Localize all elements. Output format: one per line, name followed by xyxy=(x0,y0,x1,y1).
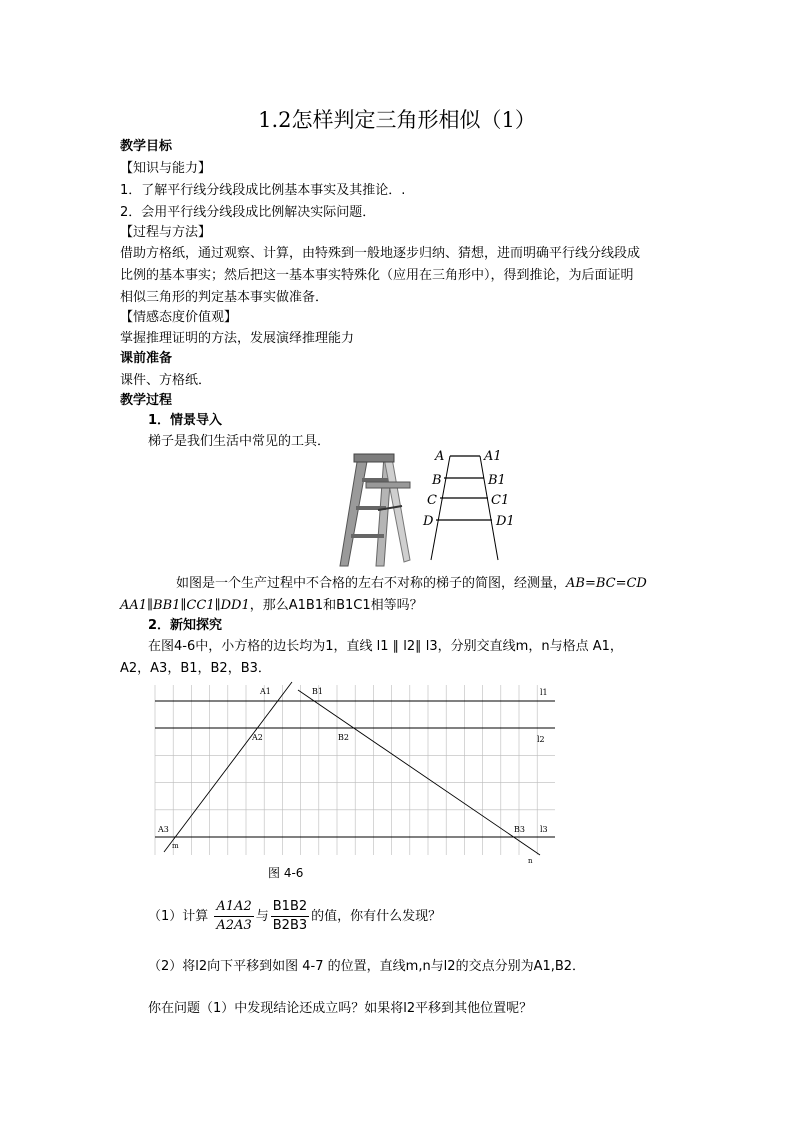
grid-label-b1: B1 xyxy=(312,687,323,696)
ladder-label-a1: A1 xyxy=(484,449,502,464)
question-1-suffix: 的值，你有什么发现？ xyxy=(311,909,442,924)
ladder-diagram xyxy=(418,446,524,564)
section-2-text-1: 在图4-6中，小方格的边长均为1，直线 l1 ∥ l2∥ l3，分别交直线m，n与格点 A1， xyxy=(148,639,623,654)
knowledge-item-1: 1．了解平行线分线段成比例基本事实及其推论．. xyxy=(120,183,406,198)
grid-label-l3: l3 xyxy=(540,825,548,834)
heading-process: 教学过程 xyxy=(120,393,173,408)
grid-label-b2: B2 xyxy=(338,733,349,742)
process-text-2: 比例的基本事实；然后把这一基本事实特殊化（应用在三角形中），得到推论，为后面证明 xyxy=(120,268,634,283)
prep-text: 课件、方格纸． xyxy=(120,373,212,388)
ladder-label-b: B xyxy=(432,473,442,488)
knowledge-heading: 【知识与能力】 xyxy=(120,161,212,176)
grid-label-a1: A1 xyxy=(260,687,271,696)
question-tail: ，那么A1B1和B1C1相等吗？ xyxy=(249,598,423,613)
ladder-photo xyxy=(318,450,428,568)
question-1-mid: 与 xyxy=(255,909,269,924)
process-text-1: 借助方格纸，通过观察、计算，由特殊到一般地逐步归纳、猜想，进而明确平行线分线段成 xyxy=(120,246,641,261)
fraction-b-denominator: B2B3 xyxy=(272,918,308,933)
ladder-label-c1: C1 xyxy=(491,493,510,508)
process-heading: 【过程与方法】 xyxy=(120,225,212,240)
fraction-a xyxy=(214,898,253,935)
ladder-label-d: D xyxy=(423,514,434,529)
section-1-text: 梯子是我们生活中常见的工具． xyxy=(148,434,331,449)
emotion-heading: 【情感态度价值观】 xyxy=(120,310,238,325)
ladder-right-rail xyxy=(480,456,498,560)
emotion-text: 掌握推理证明的方法，发展演绎推理能力 xyxy=(120,331,355,346)
grid-label-n: n xyxy=(528,857,533,865)
fraction-a-denominator: A2A3 xyxy=(216,918,252,933)
question-parallel: AA1∥BB1∥CC1∥DD1 xyxy=(120,598,250,613)
question-1-prefix: （1）计算 xyxy=(148,909,209,924)
knowledge-item-2: 2．会用平行线分线段成比例解决实际问题． xyxy=(120,205,376,220)
grid-label-l1: l1 xyxy=(540,688,548,697)
figure-caption: 图 4-6 xyxy=(268,866,304,880)
grid-figure xyxy=(150,680,560,866)
line-n xyxy=(298,690,540,855)
question-1 xyxy=(148,898,441,935)
grid-label-l2: l2 xyxy=(537,735,545,744)
grid-label-m: m xyxy=(172,842,179,850)
process-text-3: 相似三角形的判定基本事实做准备． xyxy=(120,290,329,305)
ladder-label-b1: B1 xyxy=(488,473,506,488)
section-1-heading: 1．情景导入 xyxy=(148,413,223,428)
question-2: （2）将l2向下平移到如图 4-7 的位置，直线m,n与l2的交点分别为A1,B2． xyxy=(148,959,586,974)
grid-label-a3: A3 xyxy=(158,825,169,834)
section-2-heading: 2．新知探究 xyxy=(148,618,223,633)
section-2-text-2: A2，A3，B1，B2，B3． xyxy=(120,661,271,676)
heading-goals: 教学目标 xyxy=(120,139,173,154)
page-title: 1.2怎样判定三角形相似（1） xyxy=(258,108,536,132)
question-equation: AB=BC=CD xyxy=(566,576,647,591)
grid-label-b3: B3 xyxy=(514,825,525,834)
question-parallel-line xyxy=(120,597,423,615)
ladder-left-rail xyxy=(431,456,450,560)
ladder-label-d1: D1 xyxy=(496,514,515,529)
ladder-label-a: A xyxy=(435,449,445,464)
question-intro xyxy=(176,575,647,593)
heading-prep: 课前准备 xyxy=(120,351,173,366)
fraction-b-numerator: B1B2 xyxy=(271,898,309,917)
grid-label-a2: A2 xyxy=(252,733,263,742)
fraction-a-numerator: A1A2 xyxy=(214,898,253,917)
fraction-b xyxy=(271,898,309,935)
question-intro-text: 如图是一个生产过程中不合格的左右不对称的梯子的简图，经测量， xyxy=(176,576,567,591)
ladder-label-c: C xyxy=(427,493,437,508)
question-3: 你在问题（1）中发现结论还成立吗？如果将l2平移到其他位置呢？ xyxy=(148,1001,533,1016)
